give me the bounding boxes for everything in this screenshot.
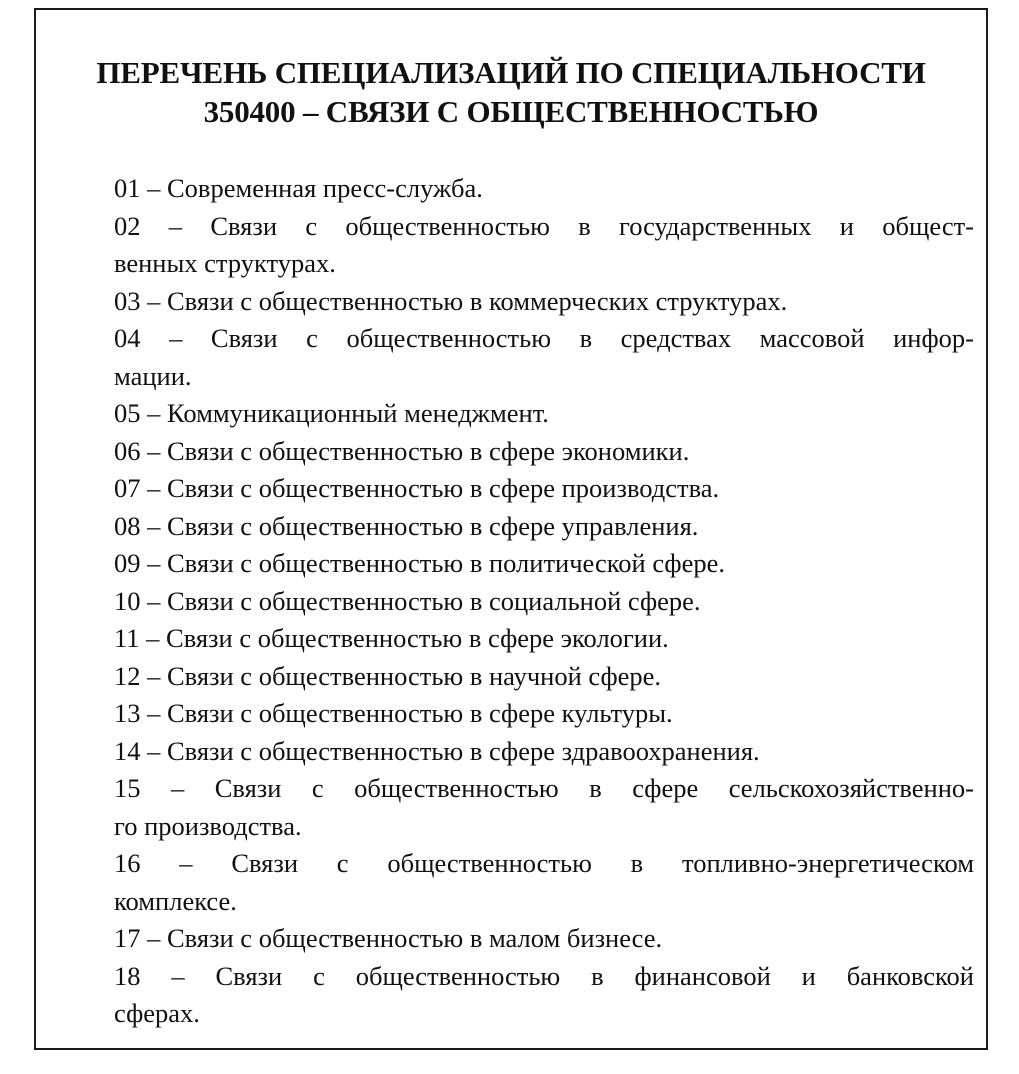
list-item-text-continued: мации. <box>114 360 192 391</box>
list-item <box>114 508 974 546</box>
list-item-text: 17 – Связи с общественностью в малом бизнесе. <box>114 923 663 953</box>
list-item-text: 03 – Связи с общественностью в коммерческих структурах. <box>114 285 788 316</box>
list-item <box>114 433 974 471</box>
list-item-text: 12 – Связи с общественностью в научной сфере. <box>114 660 662 691</box>
list-item-text: 02 – Связи с общественностью в государственных и общест- <box>114 210 974 241</box>
list-item-text-continued: го производства. <box>114 810 302 841</box>
specialization-list <box>114 170 974 1033</box>
list-item-text: 14 – Связи с общественностью в сфере здравоохранения. <box>114 735 760 766</box>
list-item <box>114 920 974 958</box>
list-item-text: 10 – Связи с общественностью в социальной сфере. <box>114 585 701 616</box>
list-item <box>114 733 974 771</box>
list-item <box>114 208 974 283</box>
list-item <box>114 170 974 208</box>
list-item <box>114 320 974 395</box>
list-item <box>114 583 974 621</box>
list-item <box>114 470 974 508</box>
list-item-text: 05 – Коммуникационный менеджмент. <box>114 398 549 428</box>
list-item <box>114 770 974 845</box>
list-item-text-continued: комплексе. <box>114 885 237 916</box>
list-item-text: 04 – Связи с общественностью в средствах массовой инфор- <box>114 323 974 353</box>
list-item <box>114 545 974 583</box>
list-item-text: 15 – Связи с общественностью в сфере сельскохозяйственно- <box>114 773 974 803</box>
list-item <box>114 845 974 920</box>
list-item-text: 09 – Связи с общественностью в политической сфере. <box>114 548 725 578</box>
list-item <box>114 620 974 658</box>
list-item <box>114 658 974 696</box>
list-item-text: 16 – Связи с общественностью в топливно-энергетическом <box>114 848 974 878</box>
list-item <box>114 283 974 321</box>
list-item-text-continued: сферах. <box>114 998 200 1028</box>
list-item <box>114 395 974 433</box>
list-item-text: 07 – Связи с общественностью в сфере производства. <box>114 473 720 503</box>
list-item-text: 06 – Связи с общественностью в сфере экономики. <box>114 435 690 466</box>
list-item-text: 08 – Связи с общественностью в сфере управления. <box>114 510 699 541</box>
title-line-1: ПЕРЕЧЕНЬ СПЕЦИАЛИЗАЦИЙ ПО СПЕЦИАЛЬНОСТИ <box>96 55 926 90</box>
list-item-text: 11 – Связи с общественностью в сфере экологии. <box>114 623 669 653</box>
list-item-text: 13 – Связи с общественностью в сфере культуры. <box>114 698 673 728</box>
list-item <box>114 958 974 1033</box>
list-item <box>114 695 974 733</box>
list-item-text: 01 – Современная пресс-служба. <box>114 173 483 203</box>
list-item-text-continued: венных структурах. <box>114 248 336 278</box>
document-frame <box>34 8 988 1050</box>
document-title <box>36 53 986 131</box>
list-item-text: 18 – Связи с общественностью в финансовой и банковской <box>114 960 974 991</box>
title-line-2: 350400 – СВЯЗИ С ОБЩЕСТВЕННОСТЬЮ <box>203 94 819 129</box>
